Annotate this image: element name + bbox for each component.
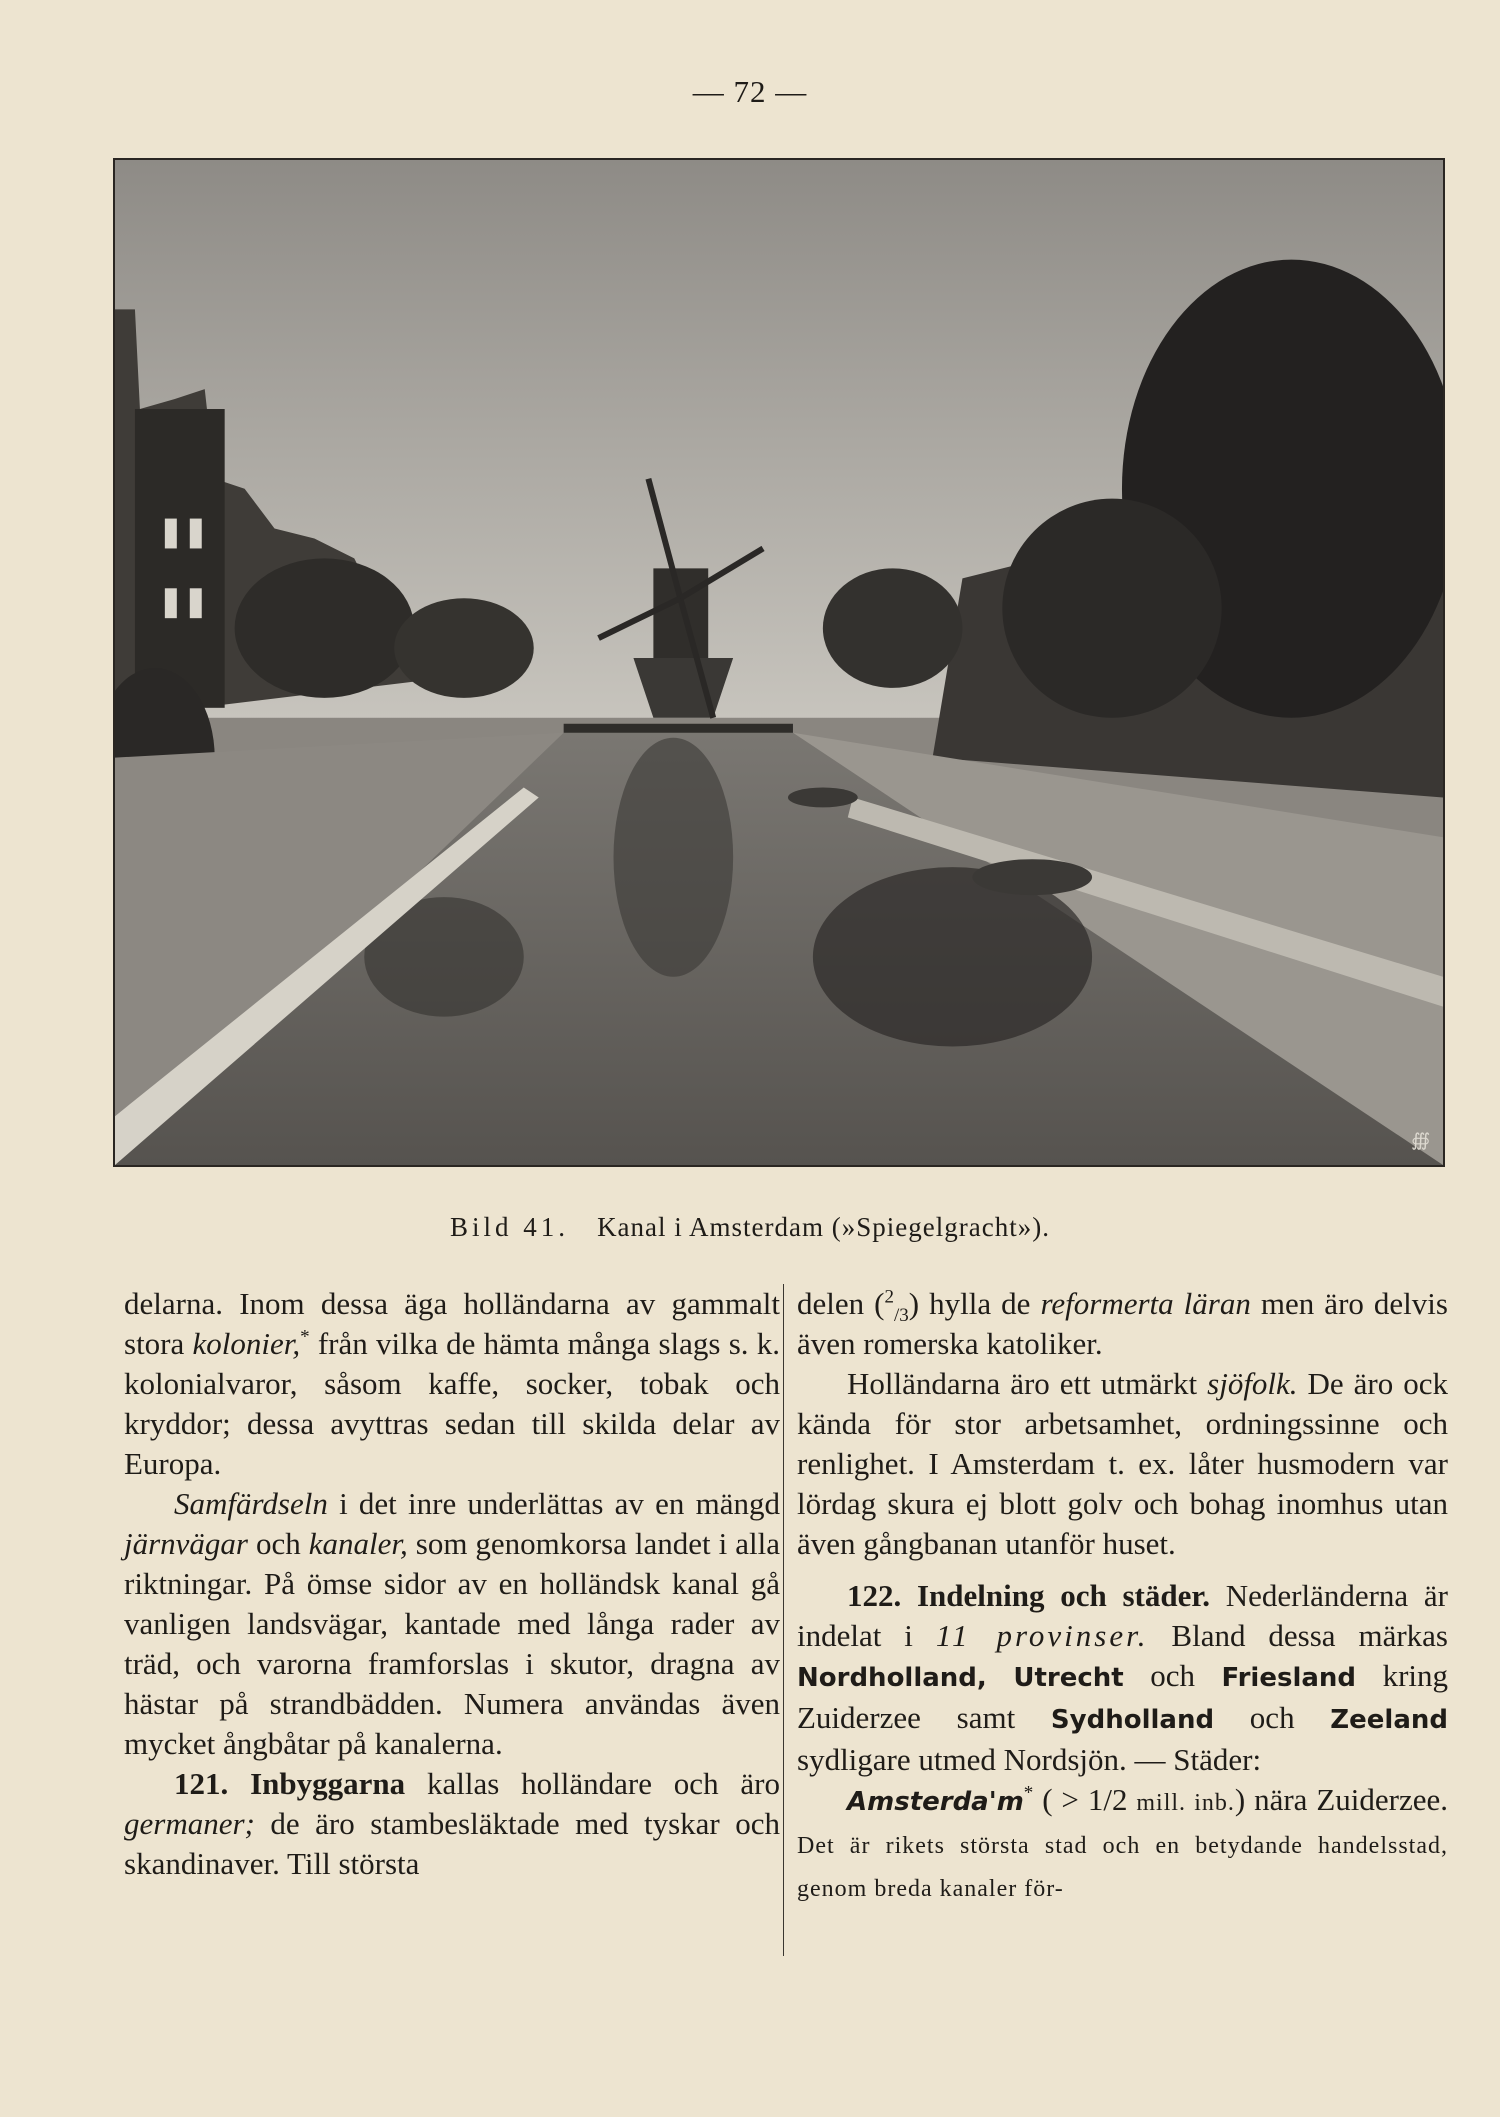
caption-text: Kanal i Amsterdam (»Spiegelgracht»).	[597, 1212, 1050, 1242]
term-reformerta-laran: reformerta läran	[1040, 1286, 1251, 1321]
term-sjofolk: sjöfolk.	[1207, 1366, 1298, 1401]
province-sydholland: Sydholland	[1050, 1705, 1215, 1735]
text-run: delarna. Inom dessa äga holländarna av gammalt stora	[124, 1286, 780, 1361]
text-run: i det inre underlättas av en mängd	[327, 1486, 780, 1521]
photo-mark: ∰	[1411, 1130, 1431, 1151]
province-friesland: Friesland	[1221, 1663, 1357, 1693]
population-unit: mill. inb.	[1136, 1790, 1235, 1816]
left-column	[124, 1284, 780, 1884]
term-germaner: germaner;	[124, 1806, 255, 1841]
section-title: Indelning och städer.	[916, 1578, 1211, 1613]
text-run: men äro delvis även romerska katoliker.	[797, 1286, 1448, 1361]
text-run: som genomkorsa landet i alla riktningar. På ömse sidor av en holländsk kanal gå vanligen landsvägar, kantade med långa rader av träd, och varorna framforslas i skutor, dragna av hästar på strandbädden. Numera användas även mycket ångbåtar på kanalerna.	[124, 1526, 781, 1761]
text-run: från vilka de hämta många slags s. k. kolonialvaror, såsom kaffe, socker, tobak och kryddor; dessa avyttras sedan till skilda delar av Europa.	[124, 1326, 780, 1481]
fraction-numerator: 2	[884, 1286, 894, 1308]
canal-photograph	[113, 158, 1445, 1167]
text-run	[987, 1658, 1014, 1693]
text-run: ) nära Zuiderzee.	[1234, 1782, 1448, 1817]
city-amsterdam: Amsterda'm	[847, 1787, 1024, 1817]
term-colonies: kolonier,	[192, 1326, 301, 1361]
caption-label: Bild 41.	[450, 1212, 570, 1242]
city-description: Det är rikets största stad och en betydande handelsstad, genom breda kanaler för-	[797, 1833, 1448, 1902]
page-number: — 72 —	[692, 74, 808, 109]
term-provinser: 11 provinser.	[935, 1618, 1149, 1653]
footnote-mark: *	[1023, 1782, 1034, 1804]
section-121	[124, 1764, 780, 1884]
text-run: kallas holländare och äro	[405, 1766, 780, 1801]
column-divider	[783, 1284, 784, 1956]
footnote-mark: *	[300, 1326, 310, 1348]
population-fraction: 1/2	[1087, 1782, 1128, 1817]
text-run: och	[1123, 1658, 1222, 1693]
term-kanaler: kanaler,	[308, 1526, 408, 1561]
fraction-denominator: /3	[894, 1305, 909, 1327]
text-run: de äro stambesläktade med tyskar och skandinaver. Till största	[124, 1806, 780, 1881]
paragraph-colonies	[124, 1284, 780, 1484]
section-number: 122.	[847, 1578, 902, 1613]
text-run: och	[248, 1526, 309, 1561]
paragraph-amsterdam	[797, 1780, 1448, 1909]
province-nordholland: Nordholland,	[797, 1663, 987, 1693]
province-utrecht: Utrecht	[1013, 1663, 1124, 1693]
paragraph-transport	[124, 1484, 780, 1764]
section-number: 121.	[174, 1766, 229, 1801]
text-run: Holländarna äro ett utmärkt	[847, 1366, 1208, 1401]
canal-scene-image	[115, 160, 1443, 1165]
text-run: De äro ock kända för stor arbetsamhet, ordningssinne och renlighet. I Amsterdam t. ex. låter husmodern var lördag skura ej blott golv och bohag inomhus utan även gångbanan utanför huset.	[797, 1366, 1448, 1561]
section-title: Inbyggarna	[250, 1766, 406, 1801]
text-run: sydligare utmed Nordsjön. — Städer:	[797, 1742, 1262, 1777]
term-samfardseln: Samfärdseln	[174, 1486, 328, 1521]
figure-caption	[0, 1212, 1500, 1243]
text-run: ( >	[1033, 1782, 1088, 1817]
text-run: kring Zuiderzee samt	[797, 1658, 1449, 1735]
text-run: ) hylla de	[908, 1286, 1041, 1321]
text-run: delen (	[797, 1286, 885, 1321]
term-jarnvagar: järnvägar	[124, 1526, 248, 1561]
section-122	[797, 1576, 1448, 1780]
province-zeeland: Zeeland	[1330, 1705, 1448, 1735]
right-column	[797, 1284, 1448, 1909]
text-run: Nederländerna är indelat i	[797, 1578, 1449, 1653]
text-run: och	[1214, 1700, 1331, 1735]
paragraph-seafaring	[797, 1364, 1448, 1564]
text-run: Bland dessa märkas	[1148, 1618, 1448, 1653]
paragraph-religion	[797, 1284, 1448, 1364]
